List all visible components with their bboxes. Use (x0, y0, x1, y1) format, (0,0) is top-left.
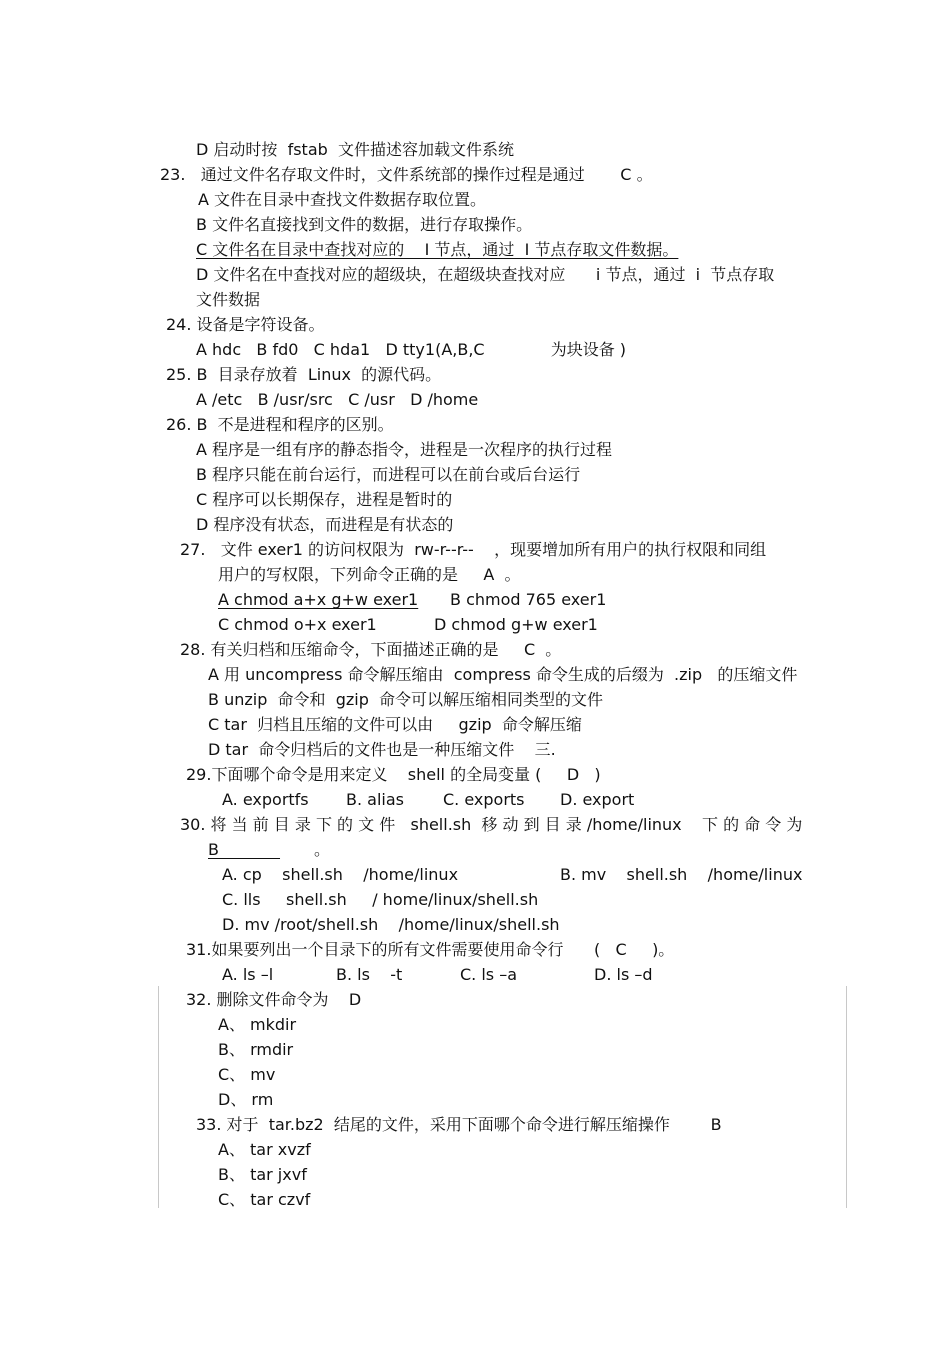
q31-option-a: A. ls –l (222, 965, 274, 984)
q31-option-d: D. ls –d (594, 965, 653, 984)
q29-option-a: A. exportfs (222, 790, 309, 809)
q33-stem: 33. 对于 tar.bz2 结尾的文件，采用下面哪个命令进行解压缩操作 B (196, 1115, 722, 1134)
q26-option-b: B 程序只能在前台运行，而进程可以在前台或后台运行 (196, 465, 581, 484)
q32-option-a: A、 mkdir (218, 1015, 297, 1034)
q32-option-c: C、 mv (218, 1065, 276, 1084)
q30-stem: 30. 将 当 前 目 录 下 的 文 件 shell.sh 移 动 到 目 录 /home/linux 下 的 命 令 为 (180, 815, 803, 834)
q23-option-d-cont: 文件数据 (196, 290, 261, 309)
q31-stem: 31.如果要列出一个目录下的所有文件需要使用命令行 ( C )。 (186, 940, 675, 959)
q23-option-c: C 文件名在目录中查找对应的 I 节点，通过 I 节点存取文件数据。 (196, 240, 679, 259)
q33-option-a: A、 tar xvzf (218, 1140, 311, 1159)
q29-option-b: B. alias (346, 790, 404, 809)
q29-option-c: C. exports (443, 790, 525, 809)
q27-option-c: C chmod o+x exer1 (218, 615, 377, 634)
q30-option-d: D. mv /root/shell.sh /home/linux/shell.sh (222, 915, 560, 934)
q33-option-b: B、 tar jxvf (218, 1165, 307, 1184)
q27-stem: 27. 文件 exer1 的访问权限为 rw-r--r-- ，现要增加所有用户的执行权限和同组 (180, 540, 767, 559)
q27-option-a: A chmod a+x g+w exer1 (218, 590, 419, 609)
q28-option-c: C tar 归档且压缩的文件可以由 gzip 命令解压缩 (208, 715, 582, 734)
q28-option-a: A 用 uncompress 命令解压缩由 compress 命令生成的后缀为 .zip 的压缩文件 (208, 665, 798, 684)
q27-option-d: D chmod g+w exer1 (434, 615, 598, 634)
left-border-line (158, 986, 159, 1208)
q26-option-c: C 程序可以长期保存，进程是暂时的 (196, 490, 453, 509)
q23-option-d: D 文件名在中查找对应的超级块，在超级块查找对应 i 节点，通过 i 节点存取 (196, 265, 775, 284)
q32-option-d: D、 rm (218, 1090, 274, 1109)
q26-option-d: D 程序没有状态，而进程是有状态的 (196, 515, 454, 534)
q25-stem: 25. B 目录存放着 Linux 的源代码。 (166, 365, 442, 384)
q22-option-d: D 启动时按 fstab 文件描述容加载文件系统 (196, 140, 514, 159)
q32-option-b: B、 rmdir (218, 1040, 294, 1059)
q29-option-d: D. export (560, 790, 635, 809)
q23-stem: 23. 通过文件名存取文件时，文件系统部的操作过程是通过 C 。 (160, 165, 653, 184)
q26-stem: 26. B 不是进程和程序的区别。 (166, 415, 394, 434)
q30-option-b: B. mv shell.sh /home/linux (560, 865, 803, 884)
q24-options: A hdc B fd0 C hda1 D tty1(A,B,C 为块设备 ) (196, 340, 627, 359)
q32-stem: 32. 删除文件命令为 D (186, 990, 362, 1009)
q23-option-a: A 文件在目录中查找文件数据存取位置。 (198, 190, 487, 209)
q27-option-b: B chmod 765 exer1 (450, 590, 607, 609)
q29-stem: 29.下面哪个命令是用来定义 shell 的全局变量 ( D ) (186, 765, 601, 784)
q30-option-a: A. cp shell.sh /home/linux (222, 865, 459, 884)
q31-option-c: C. ls –a (460, 965, 518, 984)
q30-answer: B (208, 840, 281, 859)
q23-option-b: B 文件名直接找到文件的数据，进行存取操作。 (196, 215, 533, 234)
q26-option-a: A 程序是一组有序的静态指令，进程是一次程序的执行过程 (196, 440, 613, 459)
q24-stem: 24. 设备是字符设备。 (166, 315, 325, 334)
q30-answer-period: 。 (314, 840, 331, 859)
q31-option-b: B. ls -t (336, 965, 403, 984)
q33-option-c: C、 tar czvf (218, 1190, 311, 1209)
q28-stem: 28. 有关归档和压缩命令，下面描述正确的是 C 。 (180, 640, 562, 659)
q28-option-d: D tar 命令归档后的文件也是一种压缩文件 三. (208, 740, 556, 759)
q28-option-b: B unzip 命令和 gzip 命令可以解压缩相同类型的文件 (208, 690, 604, 709)
q27-stem-cont: 用户的写权限，下列命令正确的是 A 。 (218, 565, 521, 584)
q30-option-c: C. lls shell.sh / home/linux/shell.sh (222, 890, 539, 909)
q25-options: A /etc B /usr/src C /usr D /home (196, 390, 479, 409)
right-border-line (846, 986, 847, 1208)
